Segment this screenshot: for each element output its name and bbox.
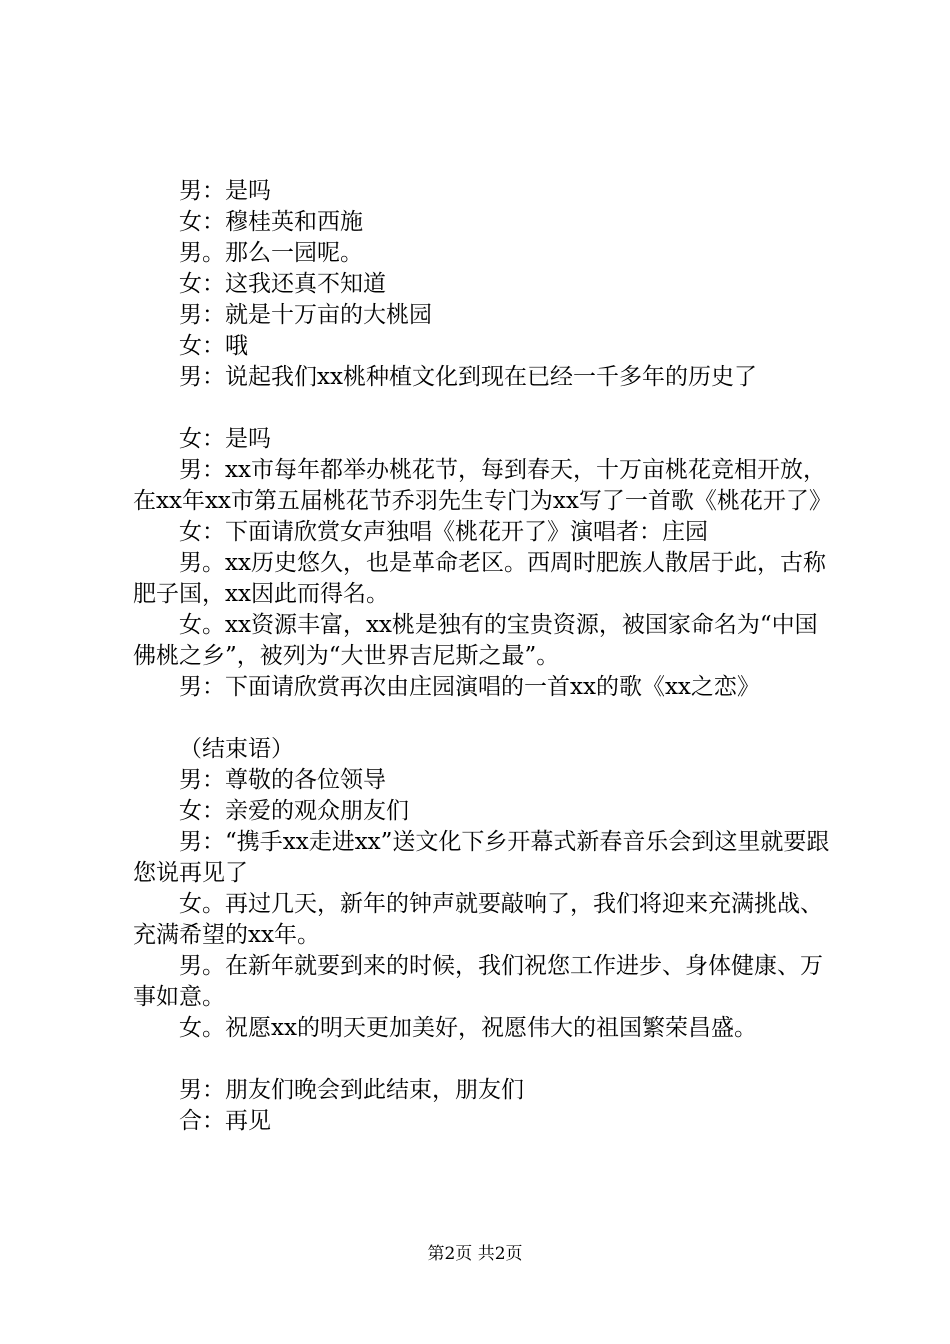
dialogue-line: 合：再见 [179,1108,271,1134]
dialogue-line: 男：就是十万亩的大桃园 [179,302,432,328]
dialogue-line: 男。xx历史悠久，也是革命老区。西周时肥族人散居于此，古称肥子国，xx因此而得名。 [133,550,826,607]
blank-line [133,1044,833,1075]
dialogue-line: 女：是吗 [179,426,271,452]
document-body [133,176,833,1137]
dialogue-line: 女：亲爱的观众朋友们 [179,798,409,824]
dialogue-line: 女。xx资源丰富，xx桃是独有的宝贵资源，被国家命名为“中国佛桃之乡”，被列为“大世界吉尼斯之最”。 [133,612,818,669]
page-number-footer: 第2页 共2页 [427,1244,523,1264]
dialogue-line: 男：xx市每年都举办桃花节，每到春天，十万亩桃花竞相开放，在xx年xx市第五届桃花节乔羽先生专门为xx写了一首歌《桃花开了》 [133,457,832,514]
blank-line [133,703,833,734]
dialogue-line: 女：穆桂英和西施 [179,209,363,235]
dialogue-line: 男。在新年就要到来的时候，我们祝您工作进步、身体健康、万事如意。 [133,953,823,1010]
dialogue-line: 男。那么一园呢。 [179,240,363,266]
dialogue-line: 男：下面请欣赏再次由庄园演唱的一首xx的歌《xx之恋》 [179,674,760,700]
dialogue-line: 女。再过几天，新年的钟声就要敲响了，我们将迎来充满挑战、充满希望的xx年。 [133,891,823,948]
dialogue-line: 女：下面请欣赏女声独唱《桃花开了》演唱者：庄园 [179,519,708,545]
dialogue-line: 女：这我还真不知道 [179,271,386,297]
dialogue-line: 男：尊敬的各位领导 [179,767,386,793]
dialogue-line: 男：朋友们晚会到此结束，朋友们 [179,1077,524,1103]
dialogue-line: 女：哦 [179,333,248,359]
dialogue-line: 女。祝愿xx的明天更加美好，祝愿伟大的祖国繁荣昌盛。 [179,1015,757,1041]
section-heading: （结束语） [179,736,294,762]
dialogue-line: 男：“携手xx走进xx”送文化下乡开幕式新春音乐会到这里就要跟您说再见了 [133,829,830,886]
blank-line [133,393,833,424]
dialogue-line: 男：说起我们xx桃种植文化到现在已经一千多年的历史了 [179,364,757,390]
dialogue-line: 男：是吗 [179,178,271,204]
